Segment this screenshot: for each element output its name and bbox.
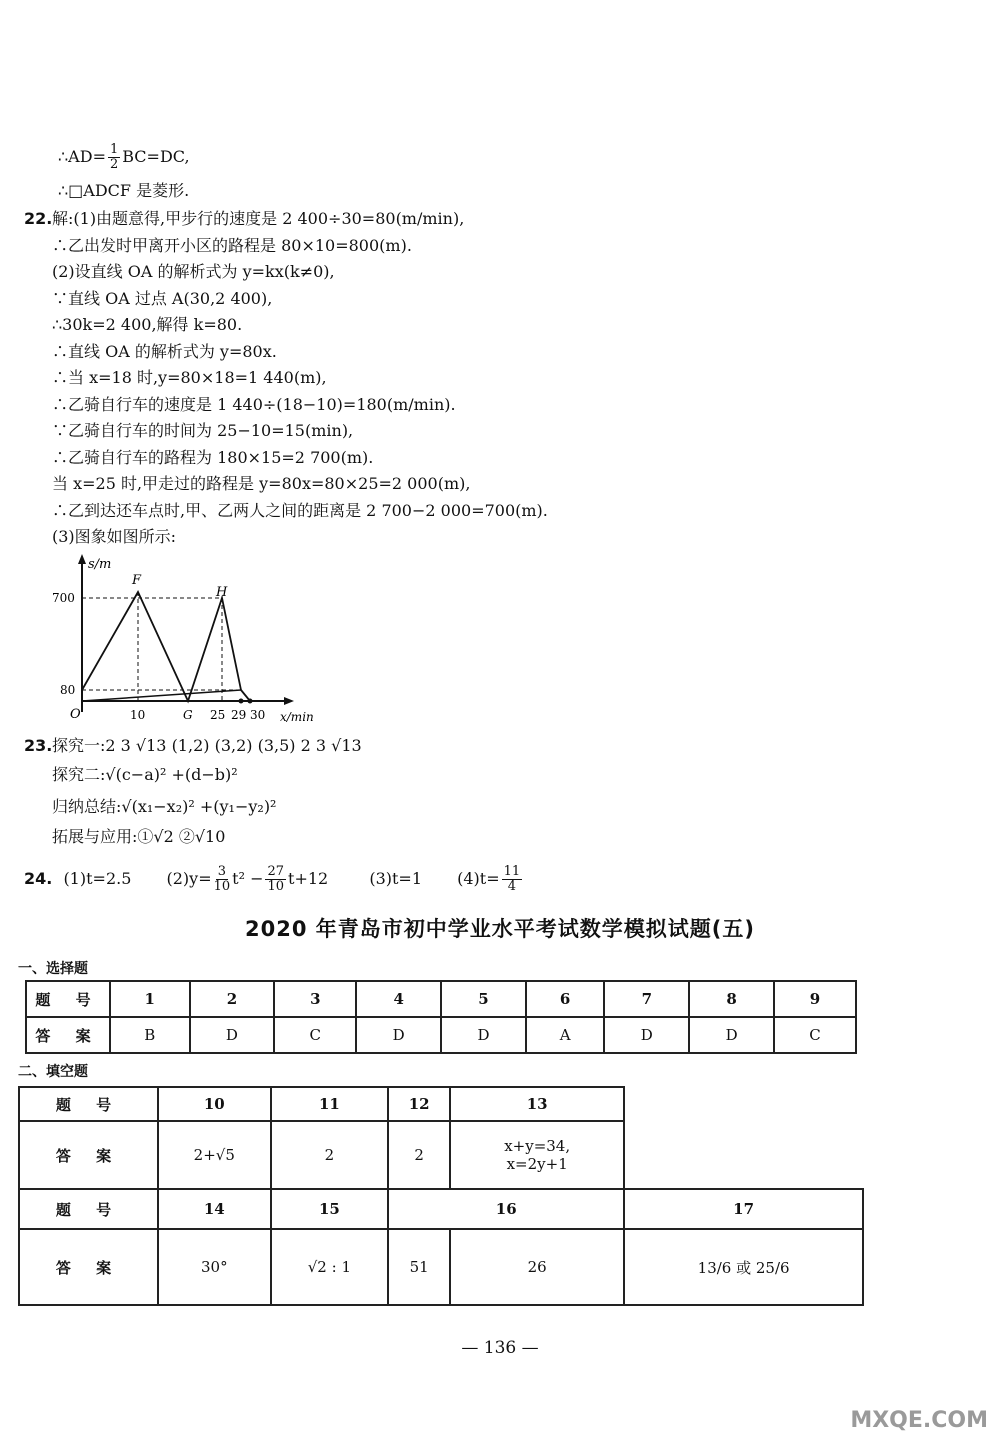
fill-cell: 10 [158,1087,271,1121]
x-tick-30: 30 [250,708,266,722]
q23-line-3: 归纳总结:√(x₁−x₂)² +(y₁−y₂)² [52,797,277,816]
q22-line: ∴乙出发时甲离开小区的路程是 80×10=800(m). [52,235,412,255]
q22-line: 解:(1)由题意得,甲步行的速度是 2 400÷30=80(m/min), [52,209,465,228]
choice-answer-cell: D [356,1017,441,1053]
fill-cell: √2 : 1 [271,1229,389,1305]
rhombus-line: ∴□ADCF 是菱形. [58,181,190,200]
choice-answer-cell: D [190,1017,275,1053]
fill-cell: 13 [450,1087,624,1121]
choice-number-cell: 1 [110,981,190,1017]
fill-table: 题 号 10 11 12 13 答 案 2+√5 2 2 x+y=34, x=2y+1 题 号 14 15 16 17 答 案 30° √2 : 1 51 26 13/6 或 25/6 [18,1086,864,1306]
choice-answer-cell: D [441,1017,526,1053]
point-29 [239,699,244,704]
fill-cell: 2 [271,1121,389,1189]
choice-answer-cell: C [774,1017,856,1053]
x-axis-label: x/min [280,710,314,724]
fill-cell: 16 [388,1189,624,1229]
q22-line: ∵乙骑自行车的时间为 25−10=15(min), [52,421,354,440]
choice-number-cell: 4 [356,981,441,1017]
choice-number-cell: 9 [774,981,856,1017]
y-arrow [78,554,86,564]
fill-cell: 2 [388,1121,450,1189]
q23-line-1: 探究一:2 3 √13 (1,2) (3,2) (3,5) 2 3 √13 [52,736,362,755]
choice-answer-cell: D [689,1017,774,1053]
path-yi [82,690,241,701]
q22-line: ∵直线 OA 过点 A(30,2 400), [52,288,273,308]
fill-cell: 26 [450,1229,624,1305]
origin-label: O [70,707,81,722]
choice-answer-cell: C [274,1017,356,1053]
q23-line-4: 拓展与应用:①√2 ②√10 [52,827,226,846]
q22-line: (2)设直线 OA 的解析式为 y=kx(k≠0), [52,262,335,281]
choice-answer-cell: D [604,1017,689,1053]
x-tick-29: 29 [231,708,247,722]
page-number: — 136 — [461,1338,539,1358]
fill-cell: 14 [158,1189,271,1229]
fill-cell: 13/6 或 25/6 [624,1229,863,1305]
section-choice: 一、选择题 [18,961,88,977]
choice-number-cell: 2 [190,981,275,1017]
watermark: MXQE.COM [850,1408,988,1433]
choice-number-cell: 5 [441,981,526,1017]
fill-cell: 2+√5 [158,1121,271,1189]
q23-line-2: 探究二:√(c−a)² +(d−b)² [52,765,238,784]
fill-cell: 12 [388,1087,450,1121]
q22-number: 22. [24,209,53,228]
choice-number-cell: 8 [689,981,774,1017]
fill-cell: 17 [624,1189,863,1229]
q22-line: ∴直线 OA 的解析式为 y=80x. [52,341,277,361]
choice-number-cell: 3 [274,981,356,1017]
point-30 [248,699,253,704]
q22-line: ∴乙骑自行车的速度是 1 440÷(18−10)=180(m/min). [52,394,456,414]
distance-time-graph [50,552,380,727]
q22-line: (3)图象如图所示: [52,527,177,546]
fill-cell: x+y=34, x=2y+1 [450,1121,624,1189]
fill-cell: 51 [388,1229,450,1305]
x-tick-g: G [183,708,193,722]
section-fill: 二、填空题 [18,1064,88,1080]
choice-number-cell: 6 [526,981,605,1017]
ad-line: ∴AD= $\frac{1}{2}$ BC=DC, [58,142,190,172]
y-tick-80: 80 [60,683,76,697]
choice-answer-row: 答 案 B D C D D A D D C [26,1017,856,1053]
y-tick-700: 700 [52,591,75,605]
x-tick-25: 25 [210,708,226,722]
q22-line: ∴乙到达还车点时,甲、乙两人之间的距离是 2 700−2 000=700(m). [52,500,548,520]
point-f-label: F [132,573,142,588]
q22-line: ∴乙骑自行车的路程为 180×15=2 700(m). [52,447,374,467]
choice-answer-cell: A [526,1017,605,1053]
path-jia [82,592,241,701]
point-h-label: H [216,585,228,600]
fill-cell: 11 [271,1087,389,1121]
q22-line: ∴30k=2 400,解得 k=80. [52,315,243,334]
x-arrow [284,697,294,705]
q22-line: 当 x=25 时,甲走过的路程是 y=80x=80×25=2 000(m), [52,474,471,493]
q23-number: 23. [24,736,53,755]
y-axis-label: s/m [88,557,112,572]
fill-cell: 30° [158,1229,271,1305]
fraction: $\frac{1}{2}$ [109,142,119,172]
q22-line: ∴当 x=18 时,y=80×18=1 440(m), [52,368,327,387]
choice-table [25,980,857,1054]
choice-header-row: 题 号 1 2 3 4 5 6 7 8 9 [26,981,856,1017]
q24-line: 24. (1)t=2.5 (2)y= $\frac{3}{10}$ t² − $\frac{27}{10}$ t+12 (3)t=1 (4)t= $\frac{11}{4}$ [24,864,521,894]
exam-title: 2020 年青岛市初中学业水平考试数学模拟试题(五) [245,917,755,941]
fill-cell: 15 [271,1189,389,1229]
x-tick-10: 10 [130,708,146,722]
choice-number-cell: 7 [604,981,689,1017]
choice-answer-cell: B [110,1017,190,1053]
